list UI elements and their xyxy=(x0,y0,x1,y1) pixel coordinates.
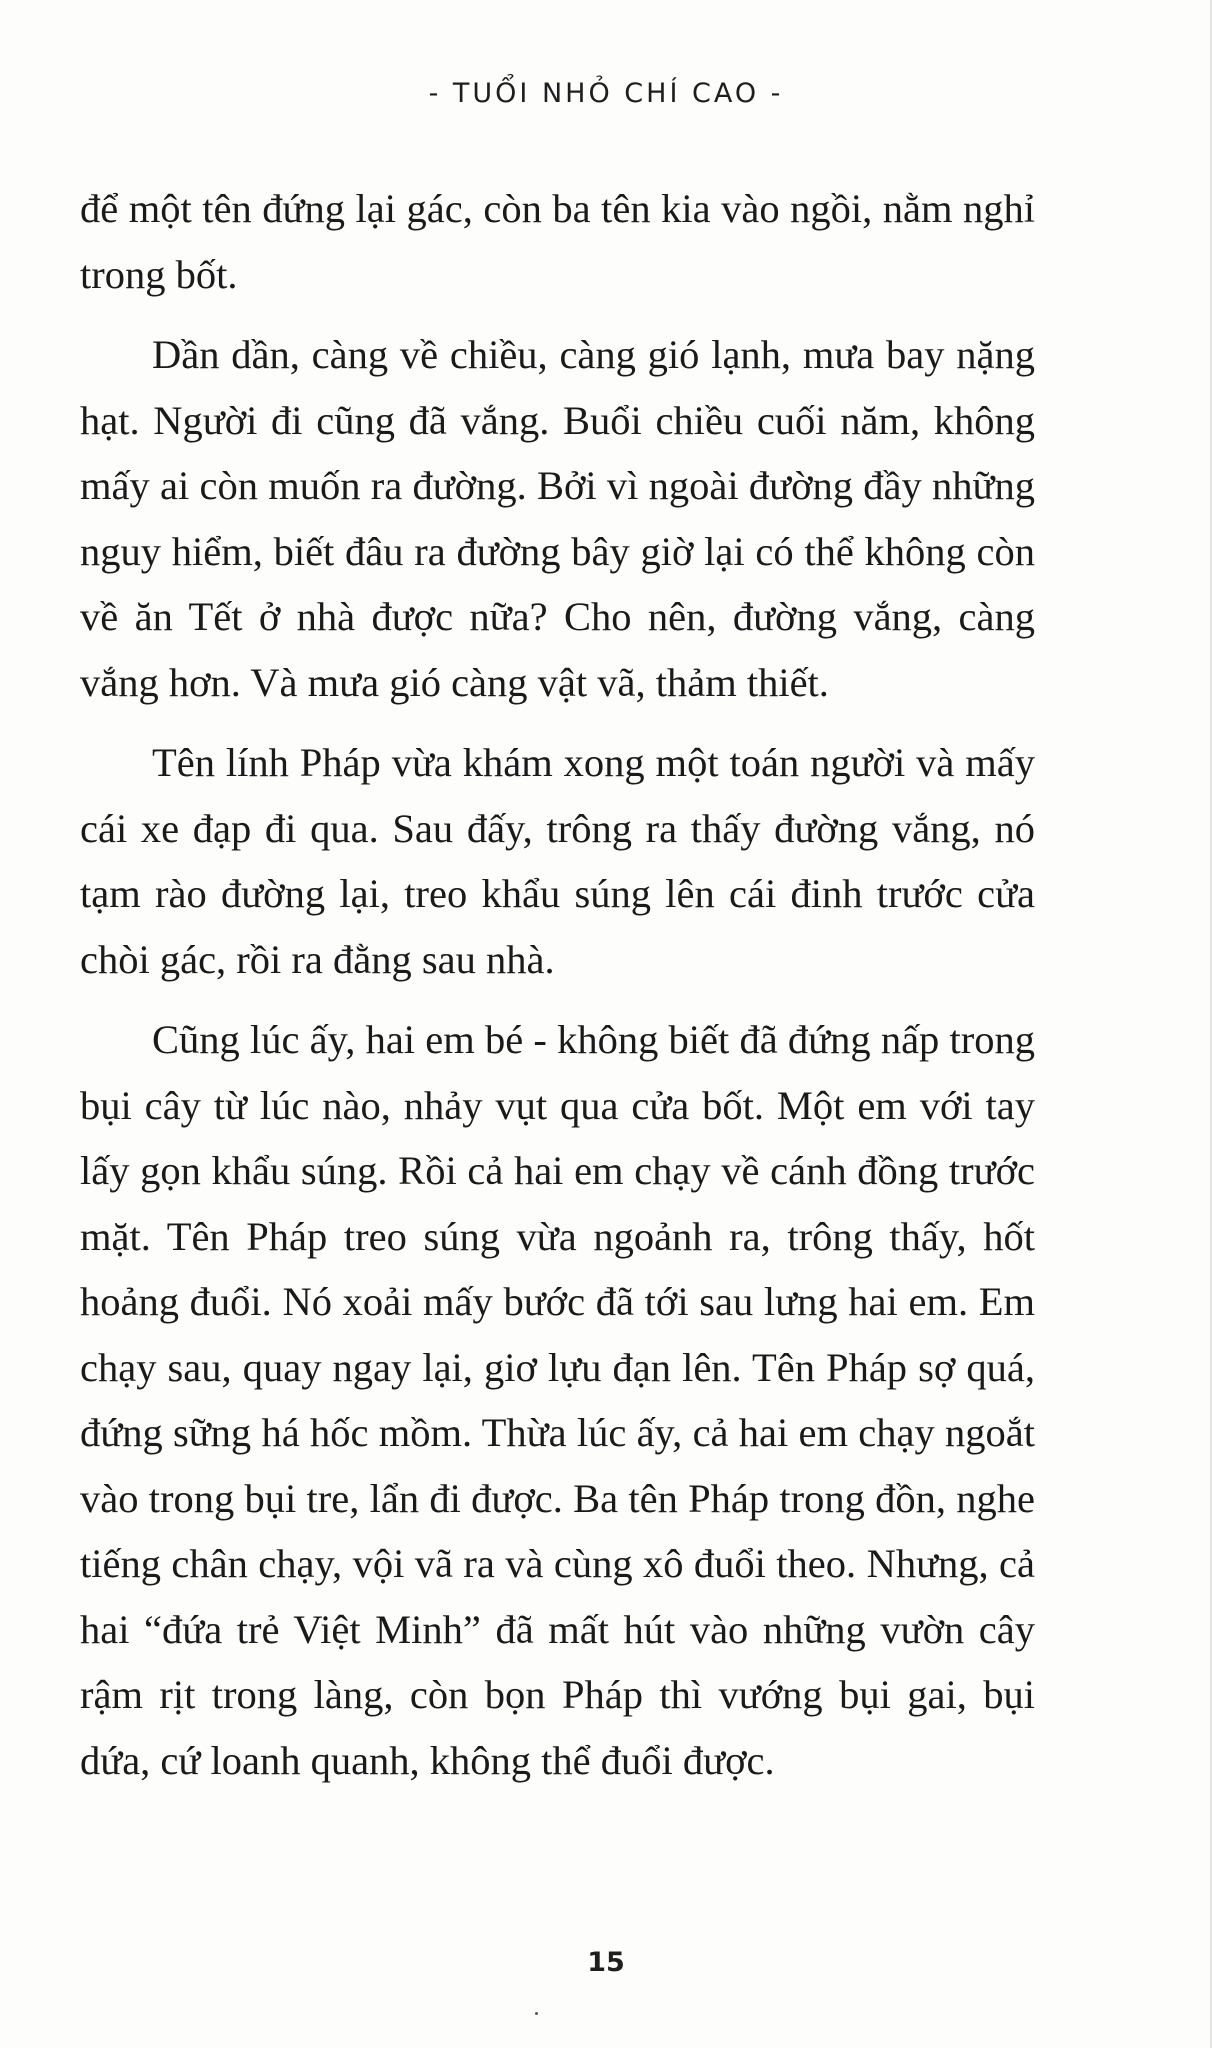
paper-speck xyxy=(535,2012,538,2015)
body-text xyxy=(80,176,1035,1808)
paragraph: Tên lính Pháp vừa khám xong một toán người và mấy cái xe đạp đi qua. Sau đấy, trông ra thấy đường vắng, nó tạm rào đường lại, treo khẩu súng lên cái đinh trước cửa chòi gác, rồi ra đằng sau nhà. xyxy=(80,740,1035,982)
running-header: - TUỔI NHỎ CHÍ CAO - xyxy=(428,78,784,109)
paragraph-continued: để một tên đứng lại gác, còn ba tên kia vào ngồi, nằm nghỉ trong bốt. xyxy=(80,186,1035,297)
paragraph: Dần dần, càng về chiều, càng gió lạnh, mưa bay nặng hạt. Người đi cũng đã vắng. Buổi chiều cuối năm, không mấy ai còn muốn ra đường. Bởi vì ngoài đường đầy những nguy hiểm, biết đâu ra đường bây giờ lại có thể không còn về ăn Tết ở nhà được nữa? Cho nên, đường vắng, càng vắng hơn. Và mưa gió càng vật vã, thảm thiết. xyxy=(80,332,1035,705)
paragraph: Cũng lúc ấy, hai em bé - không biết đã đứng nấp trong bụi cây từ lúc nào, nhảy vụt qua cửa bốt. Một em với tay lấy gọn khẩu súng. Rồi cả hai em chạy về cánh đồng trước mặt. Tên Pháp treo súng vừa ngoảnh ra, trông thấy, hốt hoảng đuổi. Nó xoải mấy bước đã tới sau lưng hai em. Em chạy sau, quay ngay lại, giơ lựu đạn lên. Tên Pháp sợ quá, đứng sững há hốc mồm. Thừa lúc ấy, cả hai em chạy ngoắt vào trong bụi tre, lẩn đi được. Ba tên Pháp trong đồn, nghe tiếng chân chạy, vội vã ra và cùng xô đuổi theo. Nhưng, cả hai “đứa trẻ Việt Minh” đã mất hút vào những vườn cây rậm rịt trong làng, còn bọn Pháp thì vướng bụi gai, bụi dứa, cứ loanh quanh, không thể đuổi được. xyxy=(80,1017,1035,1783)
page-number: 15 xyxy=(587,1947,625,1978)
